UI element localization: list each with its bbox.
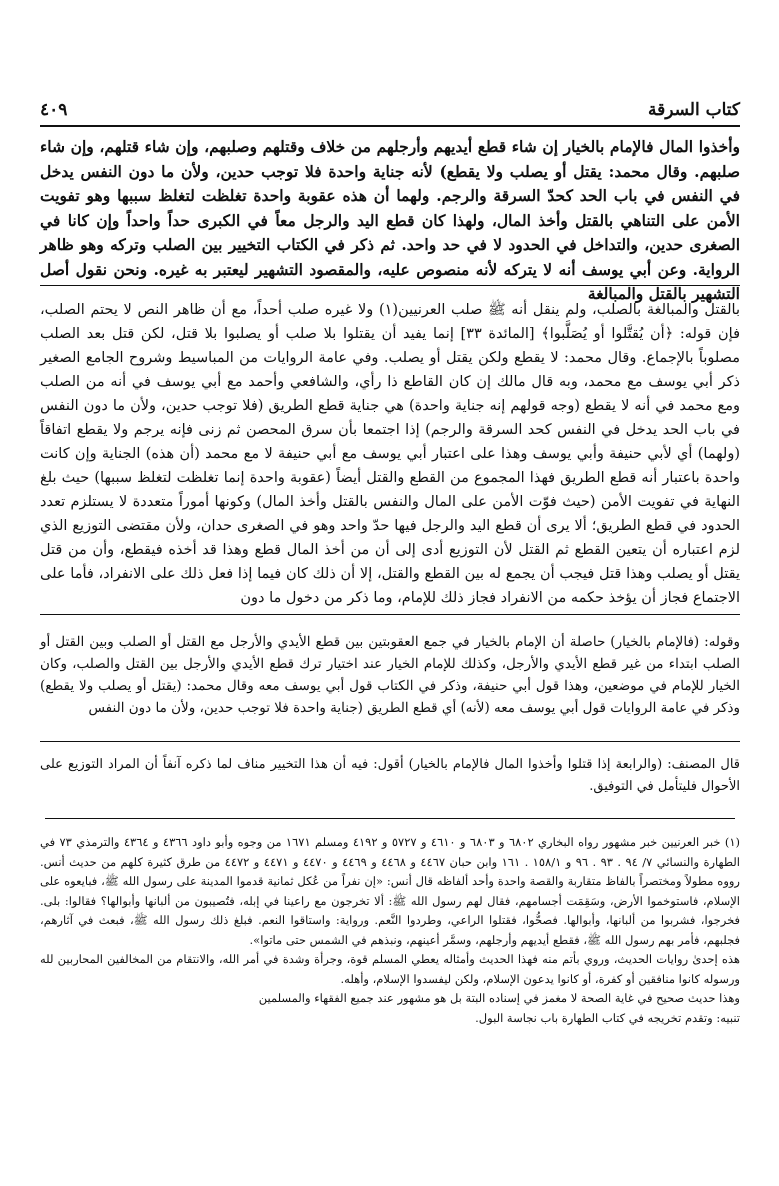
- hashiya-text: وقوله: (فالإمام بالخيار) حاصلة أن الإمام بالخيار في جمع العقوبتين بين قطع الأيدي والأرجل مع القتل أو الصلب وبين القتل أو الصلب ابتداء من غير قطع الأيدي والأرجل، وكذلك للإمام الخيار عند اختيار ترك قطع الأيدي والأرجل بين القتل والصلب، وكان الخيار للإمام في موضعين، وهذا قول أبي حنيفة، وذكر في الكتاب قول أبي يوسف معه وقال محمد: (يقتل أو يصلب ولا يقطع) وذكر في عامة الروايات قول أبي يوسف معه (لأنه) أي قطع الطريق (جناية واحدة فلا توجب حدين، ولأن ما دون النفس: [40, 634, 740, 716]
- footnote-note: تنبيه: وتقدم تخريجه في كتاب الطهارة باب نجاسة البول.: [475, 1010, 740, 1025]
- matn-paragraph: وأخذوا المال فالإمام بالخيار إن شاء قطع أيديهم وأرجلهم من خلاف وقتلهم وصلبهم، وإن شاء قتلهم، وإن شاء صلبهم. وقال محمد: يقتل أو يصلب ولا يقطع) لأنه جناية واحدة فلا توجب حدين، ولأن ما دون النفس يدخل في النفس في باب الحد كحدّ السرقة والرجم. ولهما أن هذه عقوبة واحدة تغلظت لتغلظ سببها وهو تفويت الأمن على التناهي بالقتل وأخذ المال، ولهذا كان قطع اليد والرجل معاً في الكبرى حداً واحداً وإن كانا في الصغرى حدين، والتداخل في الحدود لا في حد واحد. ثم ذكر في الكتاب التخيير بين الصلب وتركه وهو ظاهر الرواية. وعن أبي يوسف أنه لا يتركه لأنه منصوص عليه، والمقصود التشهير ليعتبر به غيره. ونحن نقول أصل التشهير بالقتل والمبالغة: [40, 137, 740, 303]
- page-header: [40, 100, 740, 123]
- matn-text: [40, 135, 740, 303]
- sharh-text: بالقتل والمبالغة بالصلب، ولم ينقل أنه ﷺ صلب العرنيين(١) ولا غيره صلب أحداً، مع أن ظاهر النص لا يحتم الصلب، فإن قوله: ﴿أن يُقتَّلوا أو يُصَلَّبوا﴾ [المائدة ٣٣] إنما يفيد أن يقتلوا بلا صلب أو يصلبوا بلا قتل، لكن قتل بعد الصلب مصلوباً بالإجماع. وقال محمد: لا يقطع ولكن يقتل أو يصلب. وفي عامة الروايات من المباسيط وشروح الجامع الصغير ذكر أبي يوسف مع محمد، وبه قال مالك إن كان القاطع ذا رأي، والشافعي وأحمد مع أبي يوسف في أنه من الصلب ومع محمد في أنه لا يقطع (وجه قولهم إنه جناية واحدة) هي جناية قطع الطريق (فلا توجب حدين، ولأن ما دون النفس في باب الحد يدخل في النفس كحد السرقة والرجم) إذا اجتمعا بأن سرق المحصن ثم زنى فإنه يرجم ولا يقطع اتفاقاً (ولهما) أي لأبي حنيفة وأبي يوسف وهذا على اعتبار أبي يوسف مع أبي حنيفة لا مع محمد (أن هذه) الجناية وإن كانت واحدة باعتبار أنه قطع الطريق فهذا المجموع من القطع والقتل أيضاً (عقوبة واحدة إنما تغلظت لتغلظ سببها) حيث بلغ النهاية في تفويت الأمن (حيث فوّت الأمن على المال والنفس بالقتل وأخذ المال) وكونها أموراً متعددة لا يستلزم تعدد الحدود في قطع الطريق؛ ألا يرى أن قطع اليد والرجل فيها حدّ واحد وهو في الصغرى حدان، ولأن مقتضى التوزيع الذي لزم اعتباره أن يتعين القطع ثم القتل لأن التوزيع أدى إلى أن من أخذ المال قطع وهذا قد أخذه فيقطع، وأن من قتل يقتل أو يصلب وهذا قتل فيجب أن يجمع له بين القطع والقتل، إلا أن ذلك كان فيما إذا فعل ذلك على الانفراد، فأما على الاجتماع فجاز أن يؤخذ حكمه من الانفراد فجاز ذلك للإمام، وما ذكر من دخول ما دون: [40, 302, 740, 606]
- taliq-text: قال المصنف: (والرابعة إذا قتلوا وأخذوا المال فالإمام بالخيار) أقول: فيه أن هذا التخيير مناف لما ذكره آنفاً أن المراد التوزيع على الأحوال فليتأمل في التوفيق.: [40, 757, 740, 794]
- header-rule: [40, 125, 740, 127]
- book-page: [40, 100, 740, 1083]
- sharh-separator: [40, 614, 740, 615]
- footnote-1: (١) خبر العرنيين خبر مشهور رواه البخاري ٦٨٠٢ و ٦٨٠٣ و ٤٦١٠ و ٥٧٢٧ و ٤١٩٢ ومسلم ١٦٧١ من وجوه وأبو داود ٤٣٦٦ و ٤٣٦٤ والترمذي ٧٣ في الطهارة والنسائي ٧/ ٩٤ . ٩٣ . ٩٦ و ١٥٨/١ . ١٦١ وابن حبان ٤٤٦٧ و ٤٤٦٨ و ٤٤٦٩ و ٤٤٧٠ و ٤٤٧١ و ٤٤٧٢ من طرق كثيرة كلهم من حديث أنس. رووه مطولاً ومختصراً بالفاظ متقاربة والقصة واحدة وأحد ألفاظه قال أنس: «إن نفراً من عُكل ثمانية قدموا المدينة على رسول الله ﷺ، فبايعوه على الإسلام، فاستوخموا الأرض، وسَقِمَت أجسامهم، فقال لهم رسول الله ﷺ: ألا تخرجون مع راعينا في إبله، فتُصيبون من ألبانها وأبوالها؟ فقالوا: بلى. فخرجوا، فشربوا من ألبانها، وأبوالها. فصحُّوا، فقتلوا الراعي، وطردوا النَّعم. ورواية: واستاقوا النعم. فبلغ ذلك رسول الله ﷺ، فبعث في آثارهم، فجلبهم، فأمر بهم رسول الله ﷺ، فقطع أيديهم وأرجلهم، وسمَّر أعينهم، ونبذهم في الشمس حتى ماتوا».: [40, 835, 741, 947]
- book-title: كتاب السرقة: [647, 100, 740, 120]
- footnote-grading: وهذا حديث صحيح في غاية الصحة لا مغمز في إسناده البتة بل هو مشهور عند جميع الفقهاء والمسلمين: [258, 991, 740, 1005]
- hashiya-separator: [40, 741, 740, 742]
- footnotes: [40, 833, 740, 1083]
- footnote-rule: [45, 818, 735, 819]
- page-number: ٤٠٩: [40, 100, 68, 120]
- footnote-commentary: هذه إحدىٰ روايات الحديث، وروي بأتم منه فهذا الحديث وأمثاله يعطي المسلم قوة، وجرأة وشدة في أمر الله، والانتقام من المخالفين المحاربين لله ورسوله كانوا منافقين أو كفرة، أو كانوا يدعون الإسلام، ولكن ليفسدوا الإسلام، وأهله.: [40, 952, 740, 986]
